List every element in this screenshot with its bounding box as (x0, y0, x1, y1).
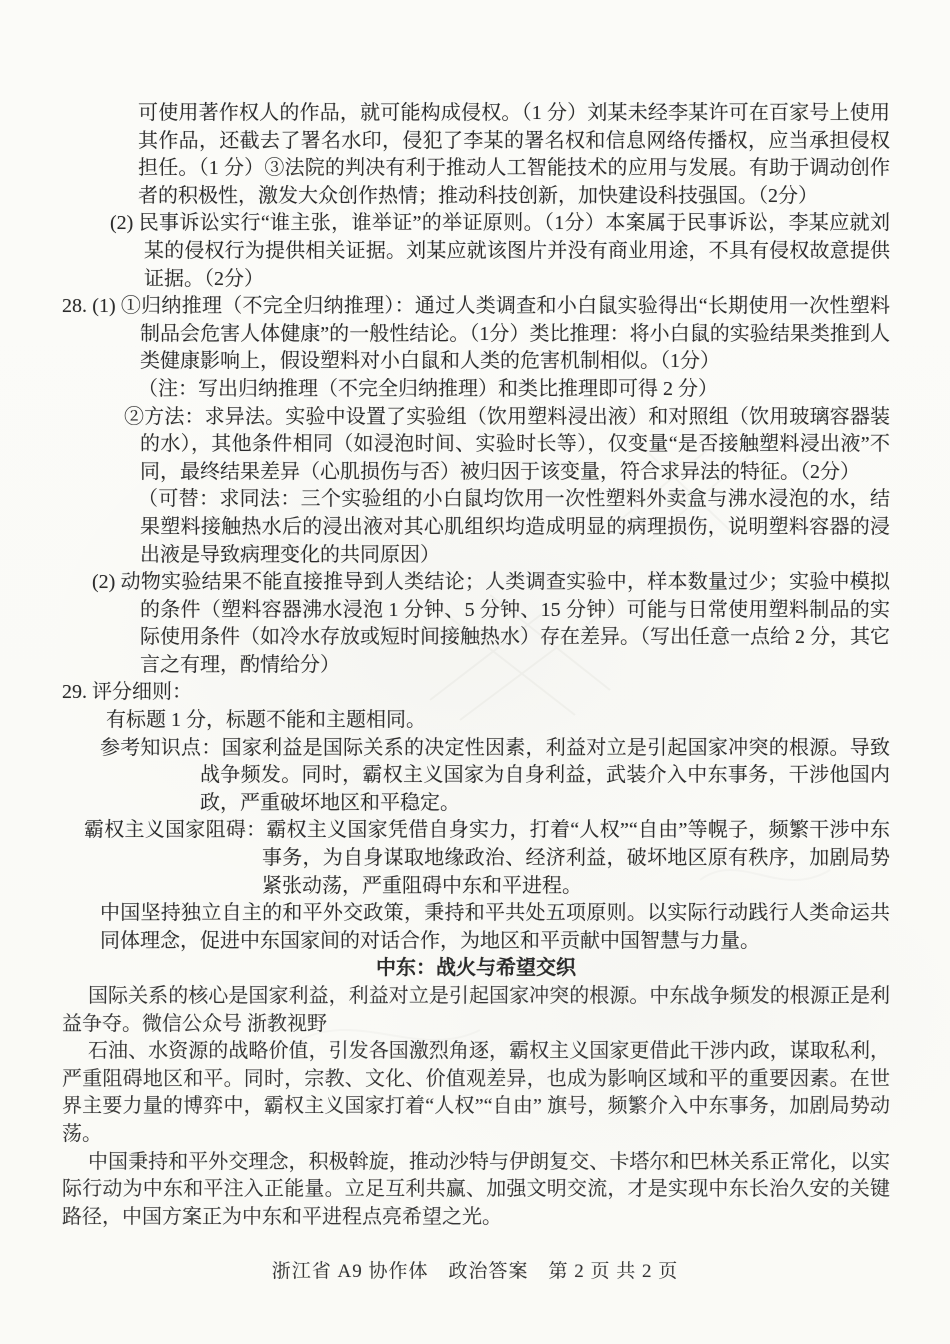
q28-item-1-label: (1) (92, 295, 116, 318)
q27-item-2 (62, 210, 890, 293)
q29-heading-line (62, 679, 890, 707)
page-footer: 浙江省 A9 协作体 政治答案 第 2 页 共 2 页 (271, 1261, 679, 1282)
q29-hegemony-text: 霸权主义国家凭借自身实力，打着“人权”“自由”等幌子，频繁干涉中东事务，为自身谋取地缘政治、经济利益，破坏地区原有秩序，加剧局势紧张动荡，严重阻碍中东和平进程。 (262, 819, 890, 897)
answer-key-body (62, 100, 890, 1231)
q29-title-rule: 有标题 1 分，标题不能和主题相同。 (106, 709, 426, 732)
essay-title: 中东：战火与希望交织 (376, 957, 576, 980)
q29-number: 29. (62, 681, 87, 704)
q28-item-1-part-b: ②方法：求异法。实验中设置了实验组（饮用塑料浸出液）和对照组（饮用玻璃容器装的水），其他条件相同（如浸泡时间、实验时长等），仅变量“是否接触塑料浸出液”不同，最终结果差异（心肌损伤与否）被归因于该变量，符合求异法的特征。（2分） (124, 405, 890, 483)
q29-hegemony-label: 霸权主义国家阻碍： (84, 819, 267, 842)
q28-item-2 (62, 569, 890, 679)
q27-continuation-paragraph: 可使用著作权人的作品，就可能构成侵权。（1 分）刘某未经李某许可在百家号上使用其作品，还截去了署名水印，侵犯了李某的署名权和信息网络传播权，应当承担侵权担任。（1 分）③法院的判决有利于推动人工智能技术的应用与发展。有助于调动创作者的积极性，激发大众创作热情；推动科技创新，加快建设科技强国。（2分） (138, 102, 890, 207)
q28-item-1 (62, 293, 890, 376)
q29-reference-label: 参考知识点： (100, 736, 222, 759)
q28-item-1-note: （注：写出归纳推理（不完全归纳推理）和类比推理即可得 2 分） (138, 377, 718, 400)
essay-paragraph-3: 中国秉持和平外交理念，积极斡旋，推动沙特与伊朗复交、卡塔尔和巴林关系正常化，以实际行动为中东和平注入正能量。立足互利共赢、加强文明交流，才是实现中东长治久安的关键路径，中国方案正为中东和平进程点亮希望之光。 (62, 1150, 890, 1228)
essay-paragraph-2: 石油、水资源的战略价值，引发各国激烈角逐，霸权主义国家更借此干涉内政，谋取私利，严重阻碍地区和平。同时，宗教、文化、价值观差异，也成为影响区域和平的重要因素。在世界主要力量的博弈中，霸权主义国家打着“人权”“自由” 旗号，频繁介入中东事务，加剧局势动荡。 (62, 1040, 890, 1145)
q28-item-2-text: 动物实验结果不能直接推导到人类结论；人类调查实验中，样本数量过少；实验中模拟的条件（塑料容器沸水浸泡 1 分钟、5 分钟、15 分钟）可能与日常使用塑料制品的实际使用条件（如冷水存放或短时间接触热水）存在差异。（写出任意一点给 2 分，其它言之有理，酌情给分） (120, 571, 891, 676)
q27-item-2-label: (2) (110, 212, 134, 235)
q29-reference-text: 国家利益是国际关系的决定性因素，利益对立是引起国家冲突的根源。导致战争频发。同时，霸权主义国家为自身利益，武装介入中东事务，干涉他国内政，严重破坏地区和平稳定。 (200, 736, 891, 814)
q29-china-position: 中国坚持独立自主的和平外交政策，秉持和平共处五项原则。以实际行动践行人类命运共同体理念，促进中东国家间的对话合作，为地区和平贡献中国智慧与力量。 (100, 902, 890, 952)
q28-item-1-alternative: （可替：求同法：三个实验组的小白鼠均饮用一次性塑料外卖盒与沸水浸泡的水，结果塑料接触热水后的浸出液对其心肌组织均造成明显的病理损伤，说明塑料容器的浸出液是导致病理变化的共同原因） (138, 488, 890, 566)
q29-reference-points (62, 735, 890, 818)
q28-item-2-label: (2) (92, 571, 116, 594)
q28-number: 28. (62, 295, 87, 318)
q28-item-1-part-a: ①归纳推理（不完全归纳推理）：通过人类调查和小白鼠实验得出“长期使用一次性塑料制品会危害人体健康”的一般性结论。（1分）类比推理：将小白鼠的实验结果类推到人类健康影响上，假设塑料对小白鼠和人类的危害机制相似。（1分） (120, 295, 891, 373)
q29-heading: 评分细则： (92, 681, 192, 704)
q29-hegemony-points (62, 817, 890, 900)
q27-item-2-text: 民事诉讼实行“谁主张，谁举证”的举证原则。（1分）本案属于民事诉讼，李某应就刘某的侵权行为提供相关证据。刘某应就该图片并没有商业用途，不具有侵权故意提供证据。（2分） (138, 212, 890, 290)
essay-paragraph-1: 国际关系的核心是国家利益，利益对立是引起国家冲突的根源。中东战争频发的根源正是利益争夺。微信公众号 浙教视野 (62, 985, 890, 1035)
